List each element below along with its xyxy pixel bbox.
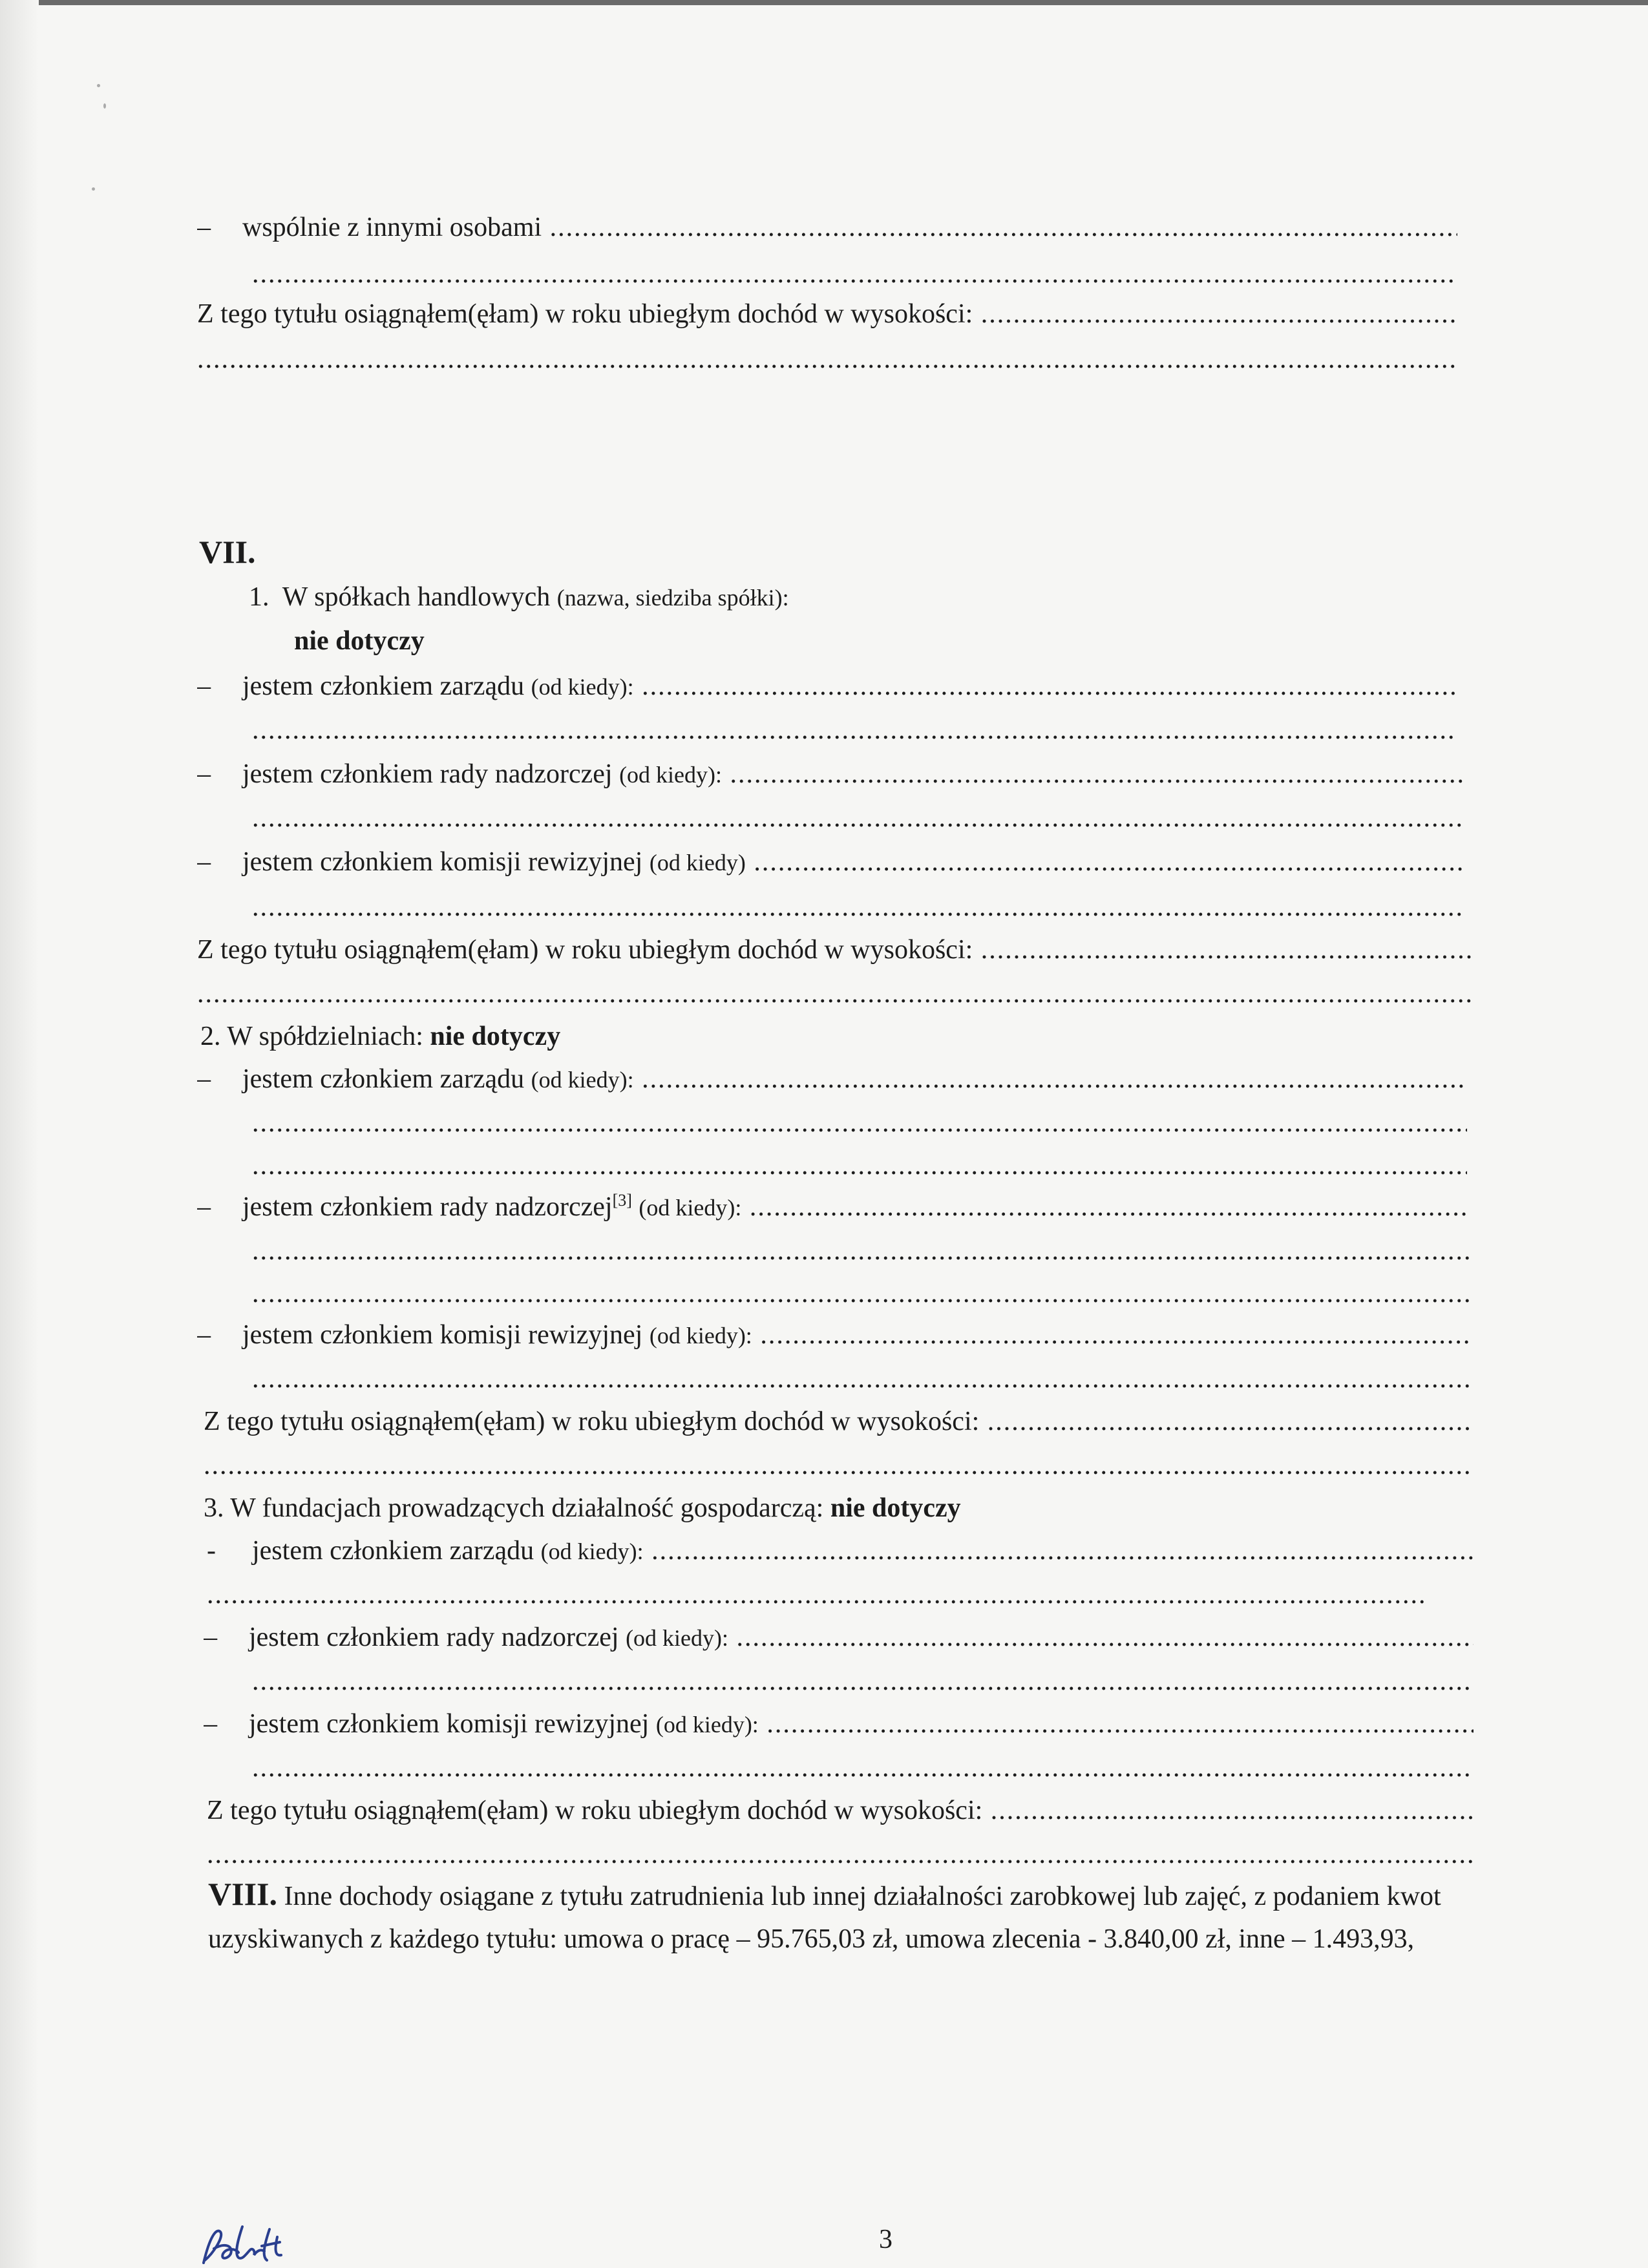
p2-audit-label: jestem członkiem komisji rewizyjnej [242,1320,643,1350]
fill-line [252,890,1464,924]
p1-audit-label: jestem członkiem komisji rewizyjnej [242,847,643,877]
fill-line [207,1578,1428,1612]
footnote-ref: [3] [612,1191,632,1210]
dash: – [204,1709,217,1739]
p2-audit-note: (od kiedy): [649,1323,752,1349]
fill-line [197,977,1474,1011]
fill-line [204,1449,1470,1482]
dash: – [197,1064,211,1094]
p3-title: 3. W fundacjach prowadzących działalność gospodarczą: [204,1493,824,1523]
jointly-line [197,211,1457,244]
fill-line [252,257,1457,291]
p1-board-line [197,669,1457,704]
dash: – [197,1192,211,1222]
p3-supervisory-line [204,1621,1474,1655]
page-number: 3 [879,2225,893,2254]
scan-speck [92,187,95,191]
fill-line [252,713,1457,747]
p2-income-label: Z tego tytułu osiągnąłem(ęłam) w roku ubiegłym dochód w wysokości: [204,1407,980,1436]
section-8-heading: VIII. [208,1876,277,1912]
fill-line [207,1838,1474,1871]
p1-not-applicable: nie dotyczy [294,626,425,656]
p2-supervisory-note: (od kiedy): [639,1195,742,1221]
p3-audit-label: jestem członkiem komisji rewizyjnej [249,1709,650,1739]
p2-not-applicable: nie dotyczy [430,1022,561,1051]
section-8-text: Inne dochody osiągane z tytułu zatrudnienia lub innej działalności zarobkowej lub zajęć, z podaniem kwot uzyskiwanych z każdego tytułu: umowa o pracę – 95.765,03 zł, umowa zlecenia - 3.840,00 zł, inne – 1.493,93, [208,1882,1441,1954]
fill-line [252,1234,1470,1268]
section-8 [208,1873,1491,1960]
top-income-line [197,297,1457,331]
dash: – [197,847,211,877]
scan-left-shadow [0,0,39,2268]
dash: – [197,213,211,242]
p1-title: W spółkach handlowych [282,582,551,612]
p2-board-label: jestem członkiem zarządu [242,1064,525,1094]
dash: – [197,671,211,701]
p1-audit-line [197,845,1464,879]
dash: – [197,1320,211,1350]
p3-board-line [207,1534,1474,1568]
p3-board-label: jestem członkiem zarządu [252,1536,534,1566]
p2-board-note: (od kiedy): [531,1067,634,1093]
p2-board-line [197,1062,1467,1097]
fill-line [252,1106,1467,1140]
fill-line [252,1277,1470,1310]
p1-title-line [249,580,789,614]
p2-audit-line [197,1318,1470,1352]
p3-supervisory-label: jestem członkiem rady nadzorczej [249,1622,619,1652]
dash: – [197,759,211,789]
scan-speck [97,84,100,87]
p1-income-line [197,933,1474,967]
p2-title-line [200,1020,560,1053]
p3-income-label: Z tego tytułu osiągnąłem(ęłam) w roku ubiegłym dochód w wysokości: [207,1796,983,1825]
p1-board-label: jestem członkiem zarządu [242,671,525,701]
fill-line [252,1664,1474,1698]
fill-line [252,801,1464,835]
p1-income-label: Z tego tytułu osiągnąłem(ęłam) w roku ubiegłym dochód w wysokości: [197,935,973,965]
p3-income-line [207,1794,1474,1827]
fill-line [252,1149,1467,1182]
signature [197,2223,307,2268]
p3-not-applicable: nie dotyczy [830,1493,961,1523]
p1-number: 1. [249,582,269,612]
dash: - [207,1536,216,1566]
dash: – [204,1622,217,1652]
p2-supervisory-label: jestem członkiem rady nadzorczej [242,1192,613,1222]
p2-income-line [204,1405,1470,1438]
p1-supervisory-line [197,757,1464,792]
p3-audit-line [204,1707,1474,1741]
jointly-label: wspólnie z innymi osobami [242,213,542,242]
p3-supervisory-note: (od kiedy): [626,1625,729,1651]
p1-audit-note: (od kiedy) [649,850,746,876]
p1-board-note: (od kiedy): [531,674,634,700]
fill-line [252,1751,1474,1785]
p1-supervisory-note: (od kiedy): [619,762,723,788]
scan-top-edge [0,0,1648,5]
p3-title-line [204,1491,961,1525]
p3-board-note: (od kiedy): [540,1538,644,1564]
p2-title: 2. W spółdzielniach: [200,1022,423,1051]
p1-title-note: (nazwa, siedziba spółki): [556,585,789,611]
section-7-heading: VII. [199,535,256,569]
fill-line [197,342,1457,376]
p1-supervisory-label: jestem członkiem rady nadzorczej [242,759,613,789]
p3-audit-note: (od kiedy): [655,1712,759,1738]
fill-line [252,1362,1470,1396]
scan-speck [103,103,106,109]
top-income-label: Z tego tytułu osiągnąłem(ęłam) w roku ubiegłym dochód w wysokości: [197,299,973,329]
p2-supervisory-line [197,1190,1470,1224]
